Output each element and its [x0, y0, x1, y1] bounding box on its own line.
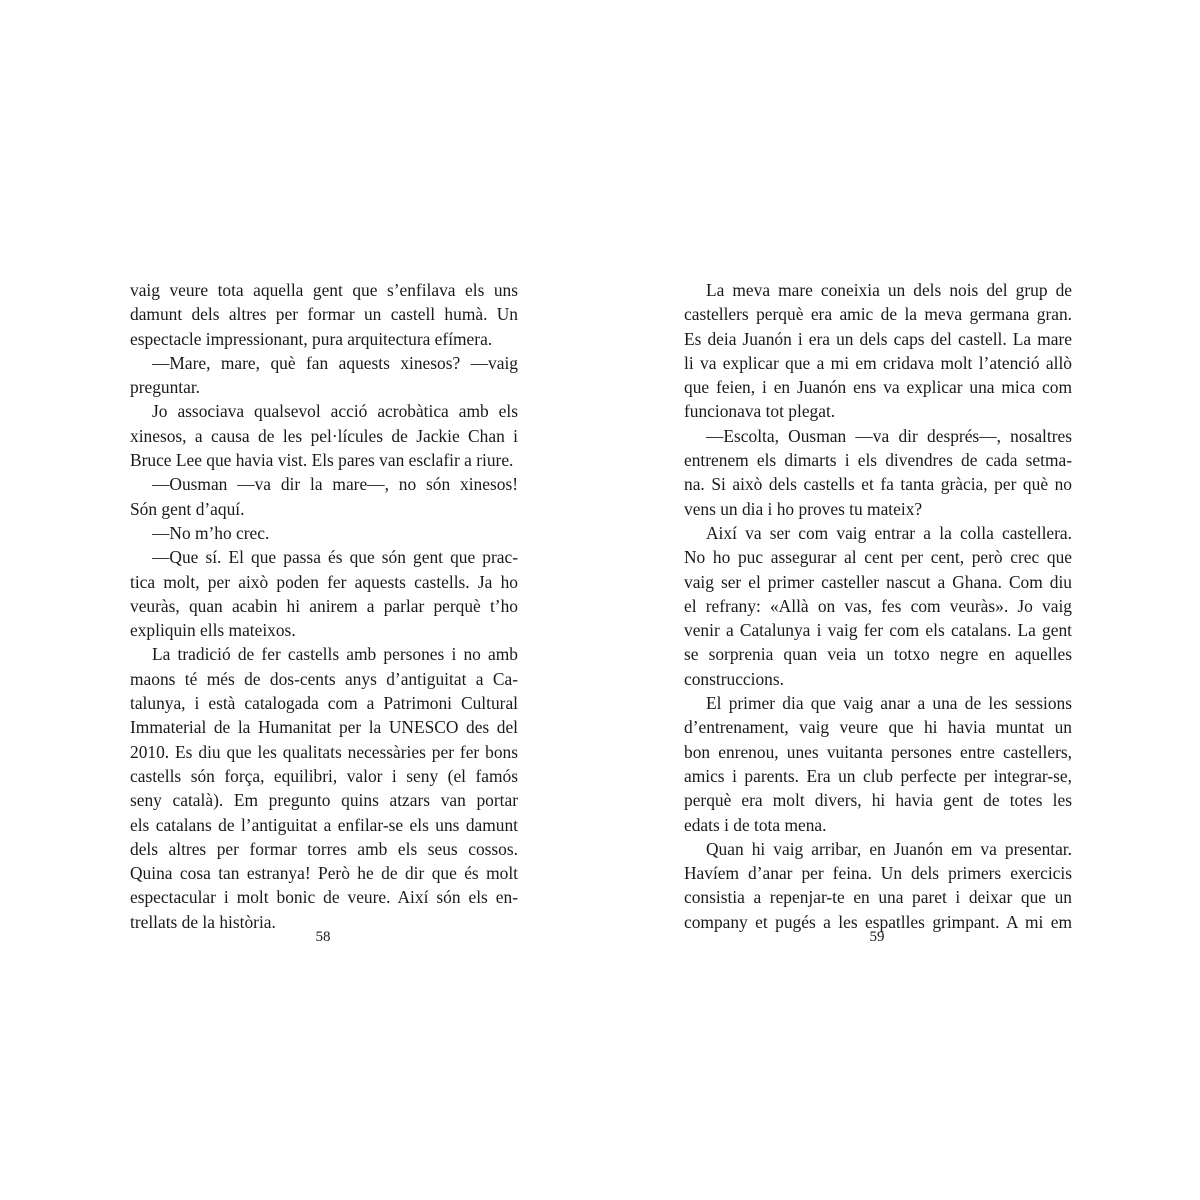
text-line: consistia a repenjar-te en una paret i deixar que un — [684, 887, 1072, 908]
right-page-number: 59 — [869, 929, 885, 945]
right-page — [684, 278, 1072, 934]
text-line: vaig ser el primer casteller nascut a Ghana. Com diu — [684, 571, 1072, 592]
text-line: na. Si això dels castells et fa tanta gràcia, per què no — [684, 474, 1072, 495]
text-line: els catalans de l’antiguitat a enfilar-se els uns damunt — [130, 814, 518, 835]
text-line: edats i de tota mena. — [684, 814, 827, 835]
text-line: vens un dia i ho proves tu mateix? — [684, 498, 923, 519]
text-line: venir a Catalunya i vaig fer com els catalans. La gent — [684, 620, 1072, 641]
text-line: se sorprenia quan veia un totxo negre en aquelles — [684, 644, 1072, 665]
text-line: —Mare, mare, què fan aquests xinesos? —vaig — [152, 352, 518, 373]
text-line: amics i parents. Era un club perfecte per integrar-se, — [684, 765, 1072, 786]
text-line: —No m’ho crec. — [152, 522, 270, 543]
text-line: que feien, i en Juanón ens va explicar una mica com — [684, 377, 1072, 398]
left-page-text — [130, 278, 518, 934]
text-line: tica molt, per això poden fer aquests castells. Ja ho — [130, 571, 518, 592]
text-line: construccions. — [684, 668, 784, 689]
text-line: Així va ser com vaig entrar a la colla castellera. — [706, 522, 1072, 543]
text-line: Quan hi vaig arribar, en Juanón em va presentar. — [706, 838, 1072, 859]
text-line: —Que sí. El que passa és que són gent que prac- — [152, 547, 518, 568]
text-line: Immaterial de la Humanitat per la UNESCO des del — [130, 717, 518, 738]
text-line: castellers perquè era amic de la meva germana gran. — [684, 304, 1072, 325]
text-line: La meva mare coneixia un dels nois del grup de — [706, 280, 1072, 300]
right-page-text — [684, 278, 1072, 934]
text-line: Són gent d’aquí. — [130, 498, 245, 519]
text-line: espectacular i molt bonic de veure. Així són els en- — [130, 887, 518, 908]
left-page-number: 58 — [315, 929, 331, 945]
left-page — [130, 278, 518, 934]
text-line: company et pugés a les espatlles grimpant. A mi em — [684, 911, 1072, 932]
text-line: Bruce Lee que havia vist. Els pares van esclafir a riure. — [130, 450, 514, 471]
text-line: 2010. Es diu que les qualitats necessàries per fer bons — [130, 741, 518, 762]
text-line: Jo associava qualsevol acció acrobàtica amb els — [152, 401, 518, 422]
text-line: —Ousman —va dir la mare—, no són xinesos! — [152, 474, 518, 495]
text-line: damunt dels altres per formar un castell humà. Un — [130, 304, 518, 325]
text-line: Quina cosa tan estranya! Però he de dir que és molt — [130, 863, 518, 884]
text-line: trellats de la història. — [130, 911, 276, 932]
text-line: talunya, i està catalogada com a Patrimoni Cultural — [130, 693, 518, 714]
text-line: No ho puc assegurar al cent per cent, però crec que — [684, 547, 1072, 568]
text-line: castells són força, equilibri, valor i seny (el famós — [130, 765, 518, 786]
text-line: veuràs, quan acabin hi anirem a parlar perquè t’ho — [130, 595, 518, 616]
text-line: bon enrenou, unes vuitanta persones entre castellers, — [684, 741, 1072, 762]
text-line: perquè era molt divers, hi havia gent de totes les — [684, 790, 1072, 811]
text-line: seny català). Em pregunto quins atzars van portar — [130, 790, 518, 811]
text-line: funcionava tot plegat. — [684, 401, 836, 422]
text-line: El primer dia que vaig anar a una de les sessions — [706, 693, 1072, 714]
text-line: dels altres per formar torres amb els seus cossos. — [130, 838, 518, 859]
text-line: La tradició de fer castells amb persones i no amb — [152, 644, 518, 665]
text-line: el refrany: «Allà on vas, fes com veuràs». Jo vaig — [684, 595, 1072, 616]
text-line: preguntar. — [130, 377, 201, 398]
text-line: expliquin ells mateixos. — [130, 620, 296, 641]
text-line: xinesos, a causa de les pel·lícules de Jackie Chan i — [130, 425, 518, 446]
text-line: entrenem els dimarts i els divendres de cada setma- — [684, 450, 1072, 471]
text-line: maons té més de dos-cents anys d’antiguitat a Ca- — [130, 668, 518, 689]
text-line: —Escolta, Ousman —va dir després—, nosaltres — [706, 425, 1072, 446]
text-line: d’entrenament, vaig veure que hi havia muntat un — [684, 717, 1072, 738]
text-line: Es deia Juanón i era un dels caps del castell. La mare — [684, 328, 1072, 349]
text-line: Havíem d’anar per feina. Un dels primers exercicis — [684, 863, 1072, 884]
text-line: vaig veure tota aquella gent que s’enfilava els uns — [130, 280, 518, 300]
text-line: li va explicar que a mi em cridava molt l’atenció allò — [684, 352, 1072, 373]
text-line: espectacle impressionant, pura arquitectura efímera. — [130, 328, 493, 349]
